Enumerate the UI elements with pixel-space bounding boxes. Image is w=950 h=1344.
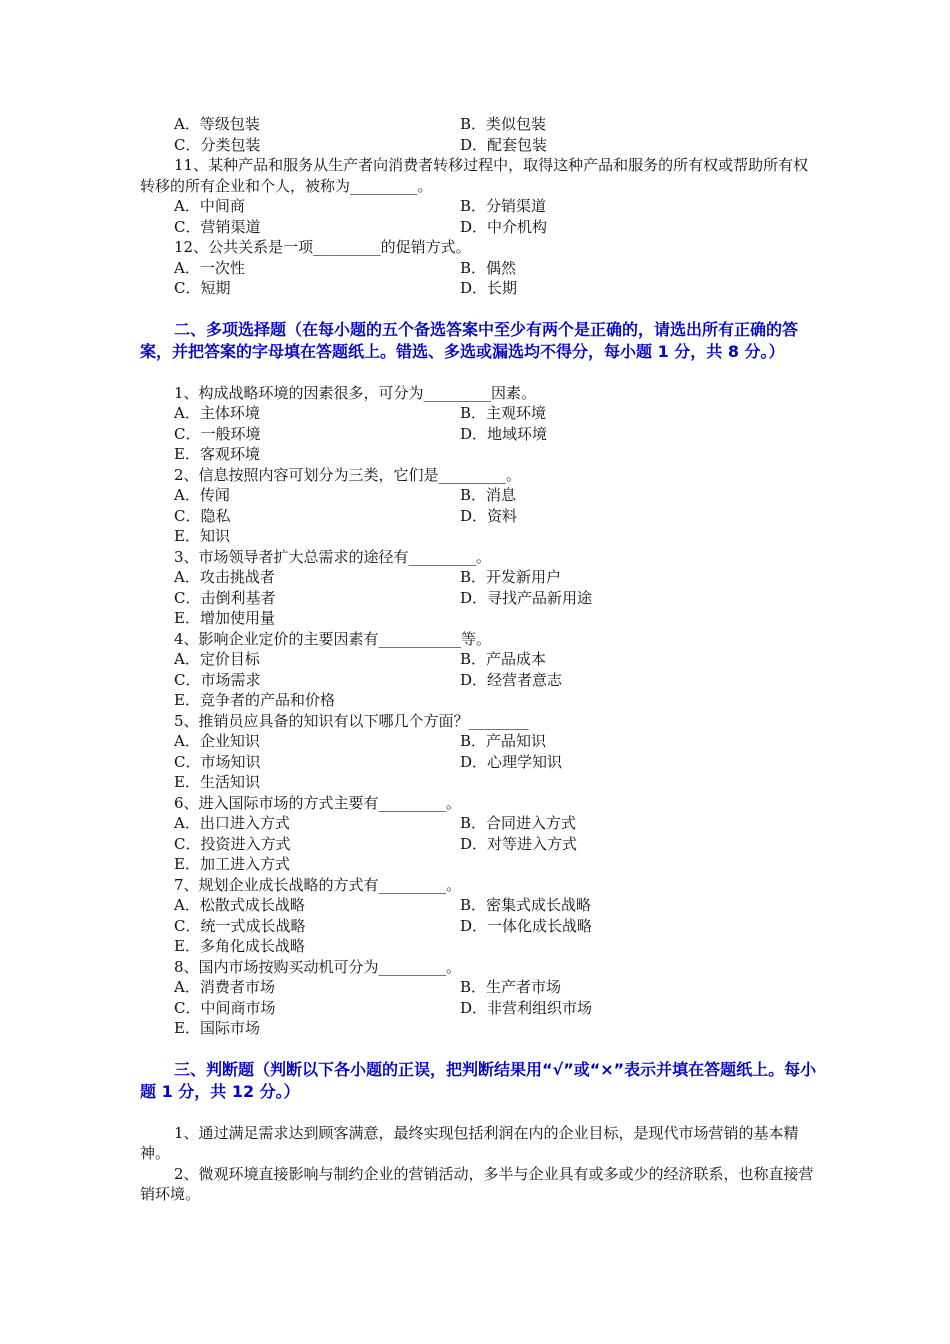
option-c: C．市场需求 <box>174 670 261 689</box>
option-b: B．类似包装 <box>460 115 547 133</box>
option-row <box>140 588 820 609</box>
option-b: B．生产者市场 <box>460 978 562 996</box>
document-content <box>140 114 820 1205</box>
option-e: E．生活知识 <box>174 773 260 791</box>
section-2-heading: 二、多项选择题（在每小题的五个备选答案中至少有两个是正确的，请选出所有正确的答案，并把答案的字母填在答题纸上。错选、多选或漏选均不得分，每小题 1 分，共 8 分。） <box>140 319 799 361</box>
option-e: E．多角化成长战略 <box>174 937 305 955</box>
option-d: D．经营者意志 <box>460 670 563 689</box>
option-e: E．竞争者的产品和价格 <box>174 691 335 709</box>
option-row <box>140 506 820 527</box>
option-a: A．攻击挑战者 <box>174 568 275 586</box>
option-d: D．一体化成长战略 <box>460 916 593 935</box>
option-row <box>140 752 820 773</box>
option-a: A．定价目标 <box>174 650 260 668</box>
section-3-heading: 三、判断题（判断以下各小题的正误，把判断结果用“√”或“×”表示并填在答题纸上。每小题 1 分，共 12 分。） <box>140 1059 817 1101</box>
option-d: D．配套包装 <box>460 135 548 154</box>
question-stem: 1、构成战略环境的因素很多，可分为_________因素。 <box>174 383 537 402</box>
option-row <box>140 998 820 1019</box>
option-row <box>140 403 820 424</box>
option-row <box>140 813 820 834</box>
option-row <box>140 526 820 547</box>
option-c: C．分类包装 <box>174 135 261 154</box>
option-a: A．消费者市场 <box>174 978 275 996</box>
option-row <box>140 977 820 998</box>
option-c: C．统一式成长战略 <box>174 916 306 935</box>
option-row <box>140 916 820 937</box>
option-row <box>140 608 820 629</box>
option-d: D．地域环境 <box>460 424 548 443</box>
option-d: D．非营利组织市场 <box>460 998 593 1017</box>
option-row <box>140 567 820 588</box>
option-c: C．投资进入方式 <box>174 834 291 853</box>
question-stem: 8、国内市场按购买动机可分为_________。 <box>174 957 462 976</box>
option-row <box>140 936 820 957</box>
option-e: E．加工进入方式 <box>174 855 290 873</box>
option-b: B．消息 <box>460 486 517 504</box>
option-row <box>140 854 820 875</box>
option-c: C．市场知识 <box>174 752 261 771</box>
option-d: D．对等进入方式 <box>460 834 578 853</box>
option-b: B．偶然 <box>460 258 517 277</box>
option-b: B．产品知识 <box>460 732 547 750</box>
option-c: C．中间商市场 <box>174 998 276 1017</box>
option-b: B．主观环境 <box>460 404 547 422</box>
section-2-questions <box>140 383 820 1039</box>
option-a: A．中间商 <box>174 197 245 215</box>
option-row <box>140 444 820 465</box>
option-row <box>140 895 820 916</box>
option-a: A．一次性 <box>174 258 245 277</box>
option-a: A．松散式成长战略 <box>174 896 305 914</box>
question-stem: 3、市场领导者扩大总需求的途径有_________。 <box>174 547 492 566</box>
option-a: A．传闻 <box>174 486 230 504</box>
option-row <box>140 278 820 299</box>
option-d: D．寻找产品新用途 <box>460 588 593 607</box>
option-row <box>140 772 820 793</box>
option-row <box>140 196 820 217</box>
option-d: D．心理学知识 <box>460 752 563 771</box>
question-stem: 5、推销员应具备的知识有以下哪几个方面？________ <box>174 711 529 730</box>
option-row <box>140 217 820 238</box>
option-a: A．主体环境 <box>174 404 260 422</box>
option-row <box>140 135 820 156</box>
option-c: C．击倒利基者 <box>174 588 276 607</box>
option-d: D．长期 <box>460 279 518 297</box>
option-e: E．知识 <box>174 527 230 545</box>
option-row <box>140 731 820 752</box>
question-12-stem: 12、公共关系是一项_________的促销方式。 <box>174 238 471 256</box>
option-c: C．隐私 <box>174 506 231 525</box>
question-stem: 6、进入国际市场的方式主要有_________。 <box>174 793 462 812</box>
option-a: A．等级包装 <box>174 115 260 133</box>
option-c: C．短期 <box>174 279 231 297</box>
option-d: D．资料 <box>460 506 518 525</box>
option-row <box>140 690 820 711</box>
option-row <box>140 834 820 855</box>
option-e: E．客观环境 <box>174 445 260 463</box>
question-stem: 2、信息按照内容可划分为三类，它们是_________。 <box>174 465 522 484</box>
option-row <box>140 670 820 691</box>
judgment-item-1: 1、通过满足需求达到顾客满意，最终实现包括利润在内的企业目标，是现代市场营销的基本精神。 <box>140 1123 799 1162</box>
option-b: B．产品成本 <box>460 650 547 668</box>
question-11-stem: 11、某种产品和服务从生产者向消费者转移过程中，取得这种产品和服务的所有权或帮助所有权转移的所有企业和个人，被称为_________。 <box>140 156 809 195</box>
option-b: B．合同进入方式 <box>460 814 577 832</box>
option-c: C．一般环境 <box>174 424 261 443</box>
question-stem: 7、规划企业成长战略的方式有_________。 <box>174 875 462 894</box>
option-e: E．增加使用量 <box>174 609 275 627</box>
option-a: A．出口进入方式 <box>174 814 290 832</box>
option-row <box>140 258 820 279</box>
option-d: D．中介机构 <box>460 217 548 236</box>
judgment-item-2: 2、微观环境直接影响与制约企业的营销活动，多半与企业具有或多或少的经济联系，也称直接营销环境。 <box>140 1164 814 1203</box>
option-row <box>140 114 820 135</box>
option-a: A．企业知识 <box>174 732 260 750</box>
option-b: B．密集式成长战略 <box>460 896 592 914</box>
option-b: B．分销渠道 <box>460 197 547 215</box>
option-row <box>140 485 820 506</box>
option-row <box>140 424 820 445</box>
option-e: E．国际市场 <box>174 1019 260 1037</box>
option-c: C．营销渠道 <box>174 217 261 236</box>
option-row <box>140 1018 820 1039</box>
option-b: B．开发新用户 <box>460 568 562 586</box>
question-stem: 4、影响企业定价的主要因素有___________等。 <box>174 629 492 648</box>
option-row <box>140 649 820 670</box>
